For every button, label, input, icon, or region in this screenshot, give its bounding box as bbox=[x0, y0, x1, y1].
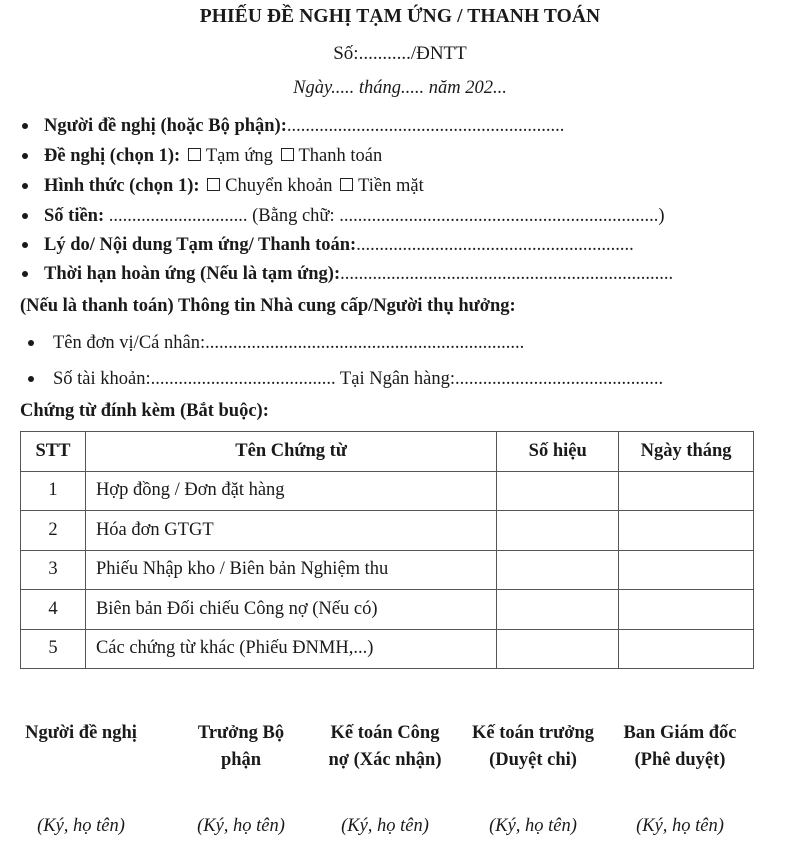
payment-method-label: Hình thức (chọn 1): bbox=[44, 176, 200, 196]
bullet-icon bbox=[22, 242, 28, 248]
reason-label: Lý do/ Nội dung Tạm ứng/ Thanh toán: bbox=[44, 235, 357, 255]
option-advance-label: Tạm ứng bbox=[205, 146, 273, 166]
account-row bbox=[28, 366, 663, 392]
amount-input[interactable]: .............................. bbox=[104, 206, 248, 226]
signature-block-ap-accountant bbox=[318, 720, 452, 836]
deadline-label: Thời hạn hoàn ứng (Nếu là tạm ứng): bbox=[44, 264, 341, 284]
request-type-label: Đề nghị (chọn 1): bbox=[44, 146, 181, 166]
account-no-label: Số tài khoản: bbox=[53, 369, 151, 389]
request-type-row bbox=[22, 143, 382, 169]
row-date-cell[interactable] bbox=[619, 590, 754, 630]
row-document-name: Hóa đơn GTGT bbox=[85, 511, 496, 551]
reason-row bbox=[22, 232, 634, 258]
row-date-cell[interactable] bbox=[619, 550, 754, 590]
attachments-table bbox=[20, 431, 754, 669]
row-reference-cell[interactable] bbox=[497, 511, 619, 551]
signature-block-board-of-directors bbox=[612, 720, 748, 836]
signature-hint: (Ký, họ tên) bbox=[341, 816, 429, 836]
amount-in-words-label: (Bằng chữ: bbox=[247, 206, 340, 226]
signature-block-chief-accountant bbox=[468, 720, 598, 836]
entity-name-label: Tên đơn vị/Cá nhân: bbox=[53, 333, 206, 353]
row-document-name: Biên bản Đối chiếu Công nợ (Nếu có) bbox=[85, 590, 496, 630]
bullet-icon bbox=[22, 271, 28, 277]
row-stt: 4 bbox=[21, 590, 86, 630]
row-reference-cell[interactable] bbox=[497, 471, 619, 511]
signature-role: Ban Giám đốc (Phê duyệt) bbox=[623, 723, 737, 770]
row-stt: 2 bbox=[21, 511, 86, 551]
bank-input[interactable]: ............................................. bbox=[455, 369, 664, 389]
bullet-icon bbox=[28, 340, 34, 346]
row-stt: 3 bbox=[21, 550, 86, 590]
entity-name-row bbox=[28, 330, 524, 356]
option-payment-label: Thanh toán bbox=[298, 146, 383, 166]
table-row bbox=[21, 629, 754, 669]
bullet-icon bbox=[22, 153, 28, 159]
bullet-icon bbox=[22, 183, 28, 189]
checkbox-transfer-icon[interactable] bbox=[207, 178, 220, 191]
signature-role: Kế toán Công nợ (Xác nhận) bbox=[328, 723, 442, 770]
row-date-cell[interactable] bbox=[619, 629, 754, 669]
payment-method-row bbox=[22, 173, 424, 199]
signature-role: Trưởng Bộ phận bbox=[197, 723, 285, 770]
bullet-icon bbox=[22, 123, 28, 129]
signature-hint: (Ký, họ tên) bbox=[197, 816, 285, 836]
column-header-stt: STT bbox=[21, 432, 86, 472]
signature-block-department-head bbox=[182, 720, 300, 836]
entity-name-input[interactable]: ..................................................................... bbox=[205, 333, 525, 353]
row-stt: 1 bbox=[21, 471, 86, 511]
bullet-icon bbox=[22, 213, 28, 219]
signature-hint: (Ký, họ tên) bbox=[489, 816, 577, 836]
table-row bbox=[21, 550, 754, 590]
deadline-row bbox=[22, 261, 673, 287]
reason-input[interactable]: ............................................................ bbox=[356, 235, 634, 255]
column-header-date: Ngày tháng bbox=[619, 432, 754, 472]
column-header-document-name: Tên Chứng từ bbox=[85, 432, 496, 472]
row-document-name: Hợp đồng / Đơn đặt hàng bbox=[85, 471, 496, 511]
table-header-row bbox=[21, 432, 754, 472]
table-row bbox=[21, 590, 754, 630]
requester-label: Người đề nghị (hoặc Bộ phận): bbox=[44, 116, 287, 136]
amount-row bbox=[22, 203, 665, 229]
signature-hint: (Ký, họ tên) bbox=[636, 816, 724, 836]
table-row bbox=[21, 471, 754, 511]
option-transfer-label: Chuyển khoản bbox=[225, 176, 333, 196]
column-header-reference-no: Số hiệu bbox=[497, 432, 619, 472]
row-reference-cell[interactable] bbox=[497, 590, 619, 630]
checkbox-payment-icon[interactable] bbox=[281, 148, 294, 161]
signature-hint: (Ký, họ tên) bbox=[37, 816, 125, 836]
row-reference-cell[interactable] bbox=[497, 629, 619, 669]
row-reference-cell[interactable] bbox=[497, 550, 619, 590]
row-date-cell[interactable] bbox=[619, 511, 754, 551]
requester-input[interactable]: ............................................................ bbox=[286, 116, 565, 136]
checkbox-advance-icon[interactable] bbox=[188, 148, 201, 161]
signature-role: Người đề nghị bbox=[25, 723, 137, 743]
table-row bbox=[21, 511, 754, 551]
document-number-field[interactable]: Số:.........../ĐNTT bbox=[333, 43, 467, 64]
row-stt: 5 bbox=[21, 629, 86, 669]
document-date-field[interactable]: Ngày..... tháng..... năm 202... bbox=[293, 78, 507, 98]
attachments-heading: Chứng từ đính kèm (Bắt buộc): bbox=[20, 401, 269, 421]
amount-label: Số tiền: bbox=[44, 206, 105, 226]
signature-role: Kế toán trưởng (Duyệt chi) bbox=[471, 723, 595, 770]
requester-row bbox=[22, 113, 564, 139]
deadline-input[interactable]: ........................................................................ bbox=[340, 264, 674, 284]
account-no-input[interactable]: ........................................ bbox=[150, 369, 336, 389]
signature-block-requester bbox=[22, 720, 140, 836]
supplier-section-heading: (Nếu là thanh toán) Thông tin Nhà cung cấp/Người thụ hưởng: bbox=[20, 296, 516, 316]
row-document-name: Phiếu Nhập kho / Biên bản Nghiệm thu bbox=[85, 550, 496, 590]
amount-in-words-input[interactable]: .....................................................................) bbox=[339, 206, 665, 226]
row-document-name: Các chứng từ khác (Phiếu ĐNMH,...) bbox=[85, 629, 496, 669]
document-title: PHIẾU ĐỀ NGHỊ TẠM ỨNG / THANH TOÁN bbox=[199, 6, 601, 27]
checkbox-cash-icon[interactable] bbox=[340, 178, 353, 191]
bullet-icon bbox=[28, 376, 34, 382]
bank-label: Tại Ngân hàng: bbox=[335, 369, 456, 389]
option-cash-label: Tiền mặt bbox=[358, 176, 424, 196]
row-date-cell[interactable] bbox=[619, 471, 754, 511]
